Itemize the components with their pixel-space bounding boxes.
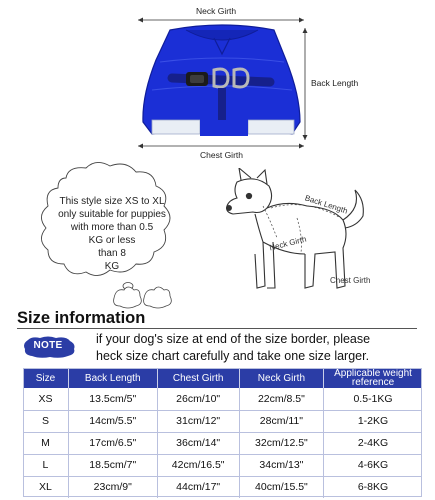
note-line: than 8 — [98, 248, 126, 259]
harness-neck-girth-label: Neck Girth — [196, 6, 237, 16]
header-weight-reference: Applicable weight reference — [324, 368, 422, 388]
note-badge-label: NOTE — [33, 340, 63, 351]
cell-weight: 2-4KG — [324, 432, 422, 454]
cell-chest-girth: 36cm/14" — [157, 432, 239, 454]
dog-icon — [227, 168, 364, 288]
title-divider — [17, 328, 417, 329]
dog-neck-girth-label: Neck Girth — [268, 234, 308, 253]
cell-size: XS — [23, 388, 68, 410]
note-line: only suitable for puppies — [58, 209, 166, 220]
harness-chest-girth-label: Chest Girth — [200, 150, 243, 160]
cell-size: XL — [23, 476, 68, 498]
note-line: KG — [104, 261, 120, 272]
harness-image — [0, 0, 435, 165]
cell-weight: 0.5-1KG — [324, 388, 422, 410]
note-line-1: if your dog's size at end of the size border, please — [96, 332, 371, 346]
cell-chest-girth: 31cm/12" — [157, 410, 239, 432]
table-row — [23, 476, 422, 498]
cell-chest-girth: 26cm/10" — [157, 388, 239, 410]
note-line: with more than 0.5 — [70, 222, 154, 233]
cell-weight: 1-2KG — [324, 410, 422, 432]
size-chart-table — [23, 368, 422, 498]
cell-chest-girth: 44cm/17" — [157, 476, 239, 498]
header-chest-girth: Chest Girth — [157, 368, 239, 388]
header-back-length: Back Length — [68, 368, 157, 388]
cell-size: S — [23, 410, 68, 432]
table-row — [23, 410, 422, 432]
table-row — [23, 454, 422, 476]
cell-size: M — [23, 432, 68, 454]
cell-neck-girth: 34cm/13" — [239, 454, 323, 476]
harness-figure — [0, 0, 435, 165]
note-cloud-text — [56, 195, 168, 273]
cell-neck-girth: 40cm/15.5" — [239, 476, 323, 498]
table-row — [23, 388, 422, 410]
note-line-2: heck size chart carefully and take one size larger. — [96, 349, 370, 363]
header-neck-girth: Neck Girth — [239, 368, 323, 388]
cell-back-length: 17cm/6.5" — [68, 432, 157, 454]
dog-back-length-label: Back Length — [303, 193, 349, 216]
cell-back-length: 23cm/9" — [68, 476, 157, 498]
cell-back-length: 18.5cm/7" — [68, 454, 157, 476]
cell-weight: 6-8KG — [324, 476, 422, 498]
cell-size: L — [23, 454, 68, 476]
note-line: This style size XS to XL — [59, 196, 165, 207]
dog-chest-girth-label: Chest Girth — [330, 276, 371, 285]
puppy-doodle-icon — [114, 287, 172, 308]
size-information-title: Size information — [17, 309, 146, 327]
cell-neck-girth: 32cm/12.5" — [239, 432, 323, 454]
harness-back-length-label: Back Length — [311, 78, 359, 88]
table-header-row — [23, 368, 422, 388]
cell-neck-girth: 28cm/11" — [239, 410, 323, 432]
cell-chest-girth: 42cm/16.5" — [157, 454, 239, 476]
note-line: KG or less — [88, 235, 136, 246]
cell-back-length: 14cm/5.5" — [68, 410, 157, 432]
header-size: Size — [23, 368, 68, 388]
table-row — [23, 432, 422, 454]
cell-neck-girth: 22cm/8.5" — [239, 388, 323, 410]
cell-weight: 4-6KG — [324, 454, 422, 476]
cell-back-length: 13.5cm/5" — [68, 388, 157, 410]
